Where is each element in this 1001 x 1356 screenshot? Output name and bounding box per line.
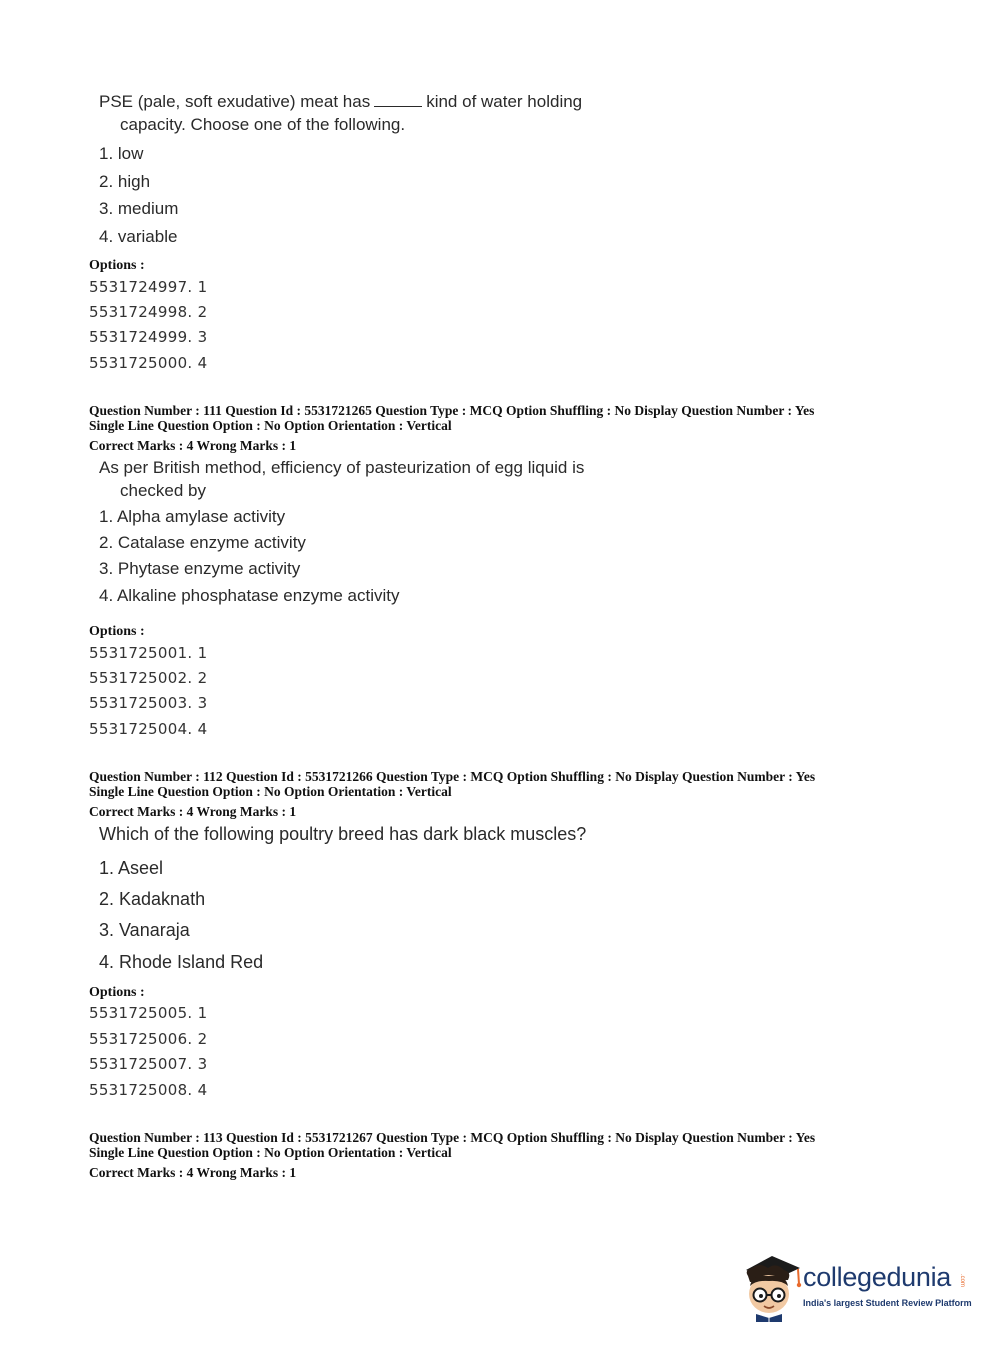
collegedunia-tagline: India's largest Student Review Platform [803, 1298, 972, 1308]
question-110-choice-2: 2. high [99, 172, 151, 191]
question-110-choice-1: 1. low [99, 144, 144, 163]
question-112-options-label: Options : [89, 985, 145, 1000]
question-110-option-1: 5531724997. 1 [89, 278, 208, 296]
question-110-options-label: Options : [89, 258, 145, 273]
question-112-choice-4: 4. Rhode Island Red [99, 952, 264, 972]
question-112-option-1: 5531725005. 1 [89, 1004, 208, 1022]
question-110-text [99, 90, 582, 136]
question-111-option-3: 5531725003. 3 [89, 694, 208, 712]
collegedunia-dotcom: .com [959, 1274, 965, 1288]
question-110-option-2: 5531724998. 2 [89, 303, 208, 321]
question-110-choice-4: 4. variable [99, 227, 178, 246]
mascot-icon [742, 1250, 802, 1322]
question-112-option-4: 5531725008. 4 [89, 1081, 208, 1099]
question-111-text [99, 456, 584, 502]
question-110-option-3: 5531724999. 3 [89, 328, 208, 346]
question-111-line1: As per British method, efficiency of pasteurization of egg liquid is [99, 458, 585, 477]
question-110-line1-after: kind of water holding [426, 92, 583, 111]
question-111-choice-4: 4. Alkaline phosphatase enzyme activity [99, 586, 400, 605]
fill-in-blank [374, 106, 422, 107]
question-112-meta-line2: Single Line Question Option : No Option Orientation : Vertical [89, 784, 452, 799]
question-112-option-3: 5531725007. 3 [89, 1055, 208, 1073]
question-112-text [99, 823, 586, 846]
question-110-line1-before: PSE (pale, soft exudative) meat has [99, 92, 371, 111]
question-112-option-2: 5531725006. 2 [89, 1030, 208, 1048]
collegedunia-wordmark: collegedunia [803, 1262, 952, 1292]
question-112-meta-line1: Question Number : 112 Question Id : 5531721266 Question Type : MCQ Option Shuffling : No Display Question Number : Yes [89, 769, 816, 784]
question-113-marks: Correct Marks : 4 Wrong Marks : 1 [89, 1165, 297, 1180]
question-111-meta-line1: Question Number : 111 Question Id : 5531721265 Question Type : MCQ Option Shuffling : No Display Question Number : Yes [89, 403, 815, 418]
question-112-line1: Which of the following poultry breed has dark black muscles? [99, 824, 587, 844]
question-111-meta-line2: Single Line Question Option : No Option Orientation : Vertical [89, 418, 452, 433]
question-111-option-4: 5531725004. 4 [89, 720, 208, 738]
question-113-meta-line1: Question Number : 113 Question Id : 5531721267 Question Type : MCQ Option Shuffling : No Display Question Number : Yes [89, 1130, 816, 1145]
question-111-choice-2: 2. Catalase enzyme activity [99, 533, 306, 552]
question-111-choice-1: 1. Alpha amylase activity [99, 507, 286, 526]
question-110-choice-3: 3. medium [99, 199, 179, 218]
question-111-option-2: 5531725002. 2 [89, 669, 208, 687]
question-112-marks: Correct Marks : 4 Wrong Marks : 1 [89, 804, 297, 819]
question-113-meta-line2: Single Line Question Option : No Option Orientation : Vertical [89, 1145, 452, 1160]
collegedunia-logo [742, 1250, 972, 1322]
question-111-line2: checked by [120, 481, 206, 500]
question-110-option-4: 5531725000. 4 [89, 354, 208, 372]
question-111-options-label: Options : [89, 624, 145, 639]
question-111-choice-3: 3. Phytase enzyme activity [99, 559, 301, 578]
question-112-choice-3: 3. Vanaraja [99, 920, 190, 940]
question-110-line2: capacity. Choose one of the following. [120, 115, 406, 134]
question-111-marks: Correct Marks : 4 Wrong Marks : 1 [89, 438, 297, 453]
question-112-choice-2: 2. Kadaknath [99, 889, 206, 909]
question-112-choice-1: 1. Aseel [99, 858, 164, 878]
question-111-option-1: 5531725001. 1 [89, 644, 208, 662]
